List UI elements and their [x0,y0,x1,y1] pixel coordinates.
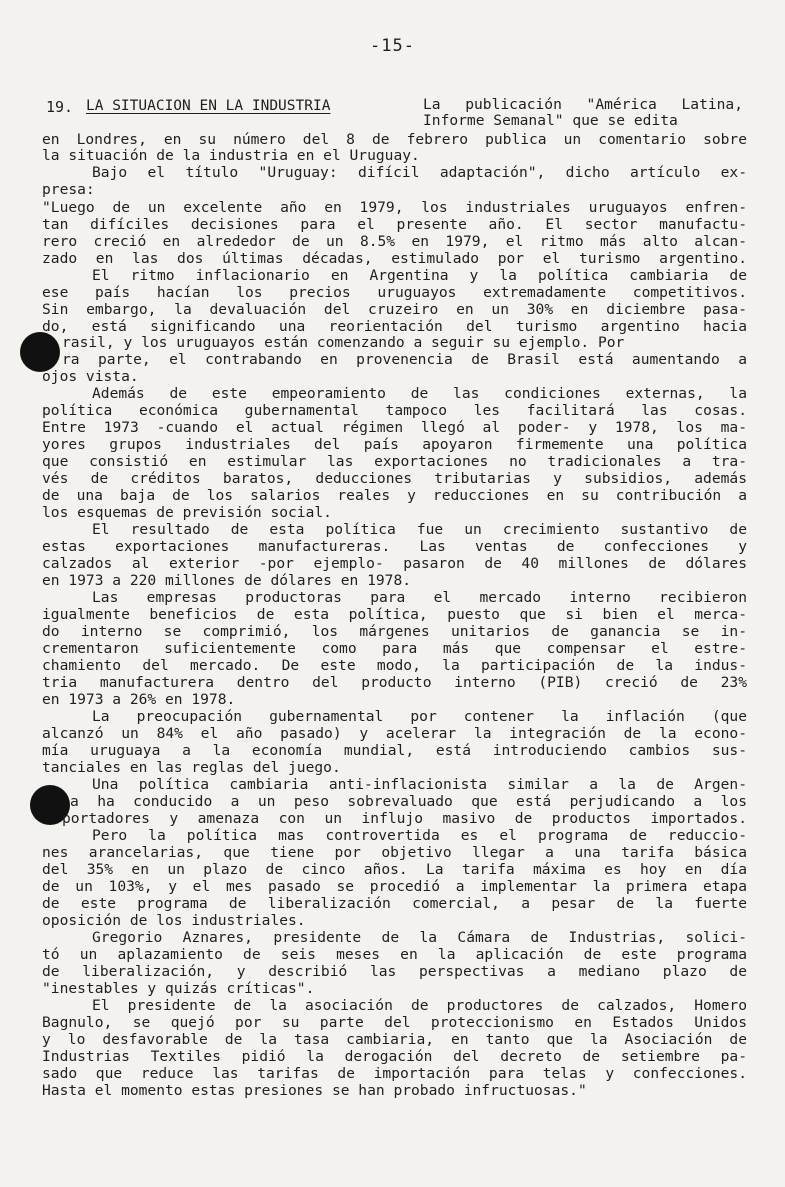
section-number: 19. [46,98,74,116]
text-line: "inestables y quizás críticas". [42,980,315,997]
text-line: vés de créditos baratos, deducciones tributarias y subsidios, además [42,470,747,487]
text-line: mía uruguaya a la economía mundial, está introduciendo cambios sus- [42,742,747,759]
text-line: Sin embargo, la devaluación del cruzeiro en un 30% en diciembre pasa- [42,301,747,318]
text-line: El resultado de esta política fue un crecimiento sustantivo de [92,521,747,538]
text-line: ese país hacían los precios uruguayos extremadamente competitivos. [42,284,747,301]
text-line: sado que reduce las tarifas de importación para telas y confecciones. [42,1065,747,1082]
text-line: La publicación "América Latina, [423,96,743,113]
text-line: portadores y amenaza con un influjo masivo de productos importados. [62,810,747,827]
text-line: del 35% en un plazo de cinco años. La tarifa máxima es hoy en día [42,861,747,878]
text-line: ojos vista. [42,368,139,385]
text-line: El presidente de la asociación de productores de calzados, Homero [92,997,747,1014]
text-line: Hasta el momento estas presiones se han probado infructuosas." [42,1082,587,1099]
text-line: El ritmo inflacionario en Argentina y la política cambiaria de [92,267,747,284]
text-line: Bagnulo, se quejó por su parte del proteccionismo en Estados Unidos [42,1014,747,1031]
section-title: LA SITUACION EN LA INDUSTRIA [86,98,331,114]
text-line: en 1973 a 26% en 1978. [42,691,236,708]
text-line: tanciales en las reglas del juego. [42,759,341,776]
text-line: y lo desfavorable de la tasa cambiaria, en tanto que la Asociación de [42,1031,747,1048]
text-line: a ha conducido a un peso sobrevaluado que está perjudicando a los [70,793,747,810]
text-line: chamiento del mercado. De este modo, la participación de la indus- [42,657,747,674]
text-line: que consistió en estimular las exportaciones no tradicionales a tra- [42,453,747,470]
text-line: do, está significando una reorientación del turismo argentino hacia [42,318,747,335]
text-line: Pero la política mas controvertida es el programa de reduccio- [92,827,747,844]
text-line: oposición de los industriales. [42,912,306,929]
text-line: presa: [42,181,95,198]
text-line: nes arancelarias, que tiene por objetivo llegar a una tarifa básica [42,844,747,861]
text-line: Gregorio Aznares, presidente de la Cámara de Industrias, solici- [92,929,747,946]
punch-hole [20,332,60,372]
text-line: en Londres, en su número del 8 de febrero publica un comentario sobre [42,131,747,148]
text-line: de una baja de los salarios reales y reducciones en su contribución a [42,487,747,504]
text-line: igualmente beneficios de esta política, puesto que si bien el merca- [42,606,747,623]
text-line: rero creció en alrededor de un 8.5% en 1979, el ritmo más alto alcan- [42,233,747,250]
text-line: tó un aplazamiento de seis meses en la aplicación de este programa [42,946,747,963]
text-line: do interno se comprimió, los márgenes unitarios de ganancia se in- [42,623,747,640]
text-line: "Luego de un excelente año en 1979, los industriales uruguayos enfren- [42,199,747,216]
text-line: tria manufacturera dentro del producto interno (PIB) creció de 23% [42,674,747,691]
text-line: de este programa de liberalización comercial, a pesar de la fuerte [42,895,747,912]
text-line: de un 103%, y el mes pasado se procedió a implementar la primera etapa [42,878,747,895]
text-line: crementaron suficientemente como para más que compensar el estre- [42,640,747,657]
text-line: Una política cambiaria anti-inflacionista similar a la de Argen- [92,776,747,793]
text-line: Las empresas productoras para el mercado interno recibieron [92,589,747,606]
page-number: -15- [370,36,415,56]
text-line: La preocupación gubernamental por contener la inflación (que [92,708,747,725]
text-line: calzados al exterior -por ejemplo- pasaron de 40 millones de dólares [42,555,747,572]
text-line: Industrias Textiles pidió la derogación del decreto de setiembre pa- [42,1048,747,1065]
text-line: estas exportaciones manufactureras. Las ventas de confecciones y [42,538,747,555]
text-line: ra parte, el contrabando en provenencia de Brasil está aumentando a [62,351,747,368]
text-line: política económica gubernamental tampoco les facilitará las cosas. [42,402,747,419]
text-line: Además de este empeoramiento de las condiciones externas, la [92,385,747,402]
text-line: Bajo el título "Uruguay: difícil adaptación", dicho artículo ex- [92,164,747,181]
text-line: yores grupos industriales del país apoyaron firmemente una política [42,436,747,453]
text-line: en 1973 a 220 millones de dólares en 1978. [42,572,412,589]
text-line: Informe Semanal" que se edita [423,112,678,129]
text-line: los esquemas de previsión social. [42,504,332,521]
text-line: de liberalización, y describió las perspectivas a mediano plazo de [42,963,747,980]
text-line: alcanzó un 84% el año pasado) y acelerar la integración de la econo- [42,725,747,742]
text-line: Entre 1973 -cuando el actual régimen llegó al poder- y 1978, los ma- [42,419,747,436]
text-line: la situación de la industria en el Uruguay. [42,147,420,164]
text-line: rasil, y los uruguayos están comenzando a seguir su ejemplo. Por [62,334,625,351]
text-line: tan difíciles decisiones para el presente año. El sector manufactu- [42,216,747,233]
text-line: zado en las dos últimas décadas, estimulado por el turismo argentino. [42,250,747,267]
